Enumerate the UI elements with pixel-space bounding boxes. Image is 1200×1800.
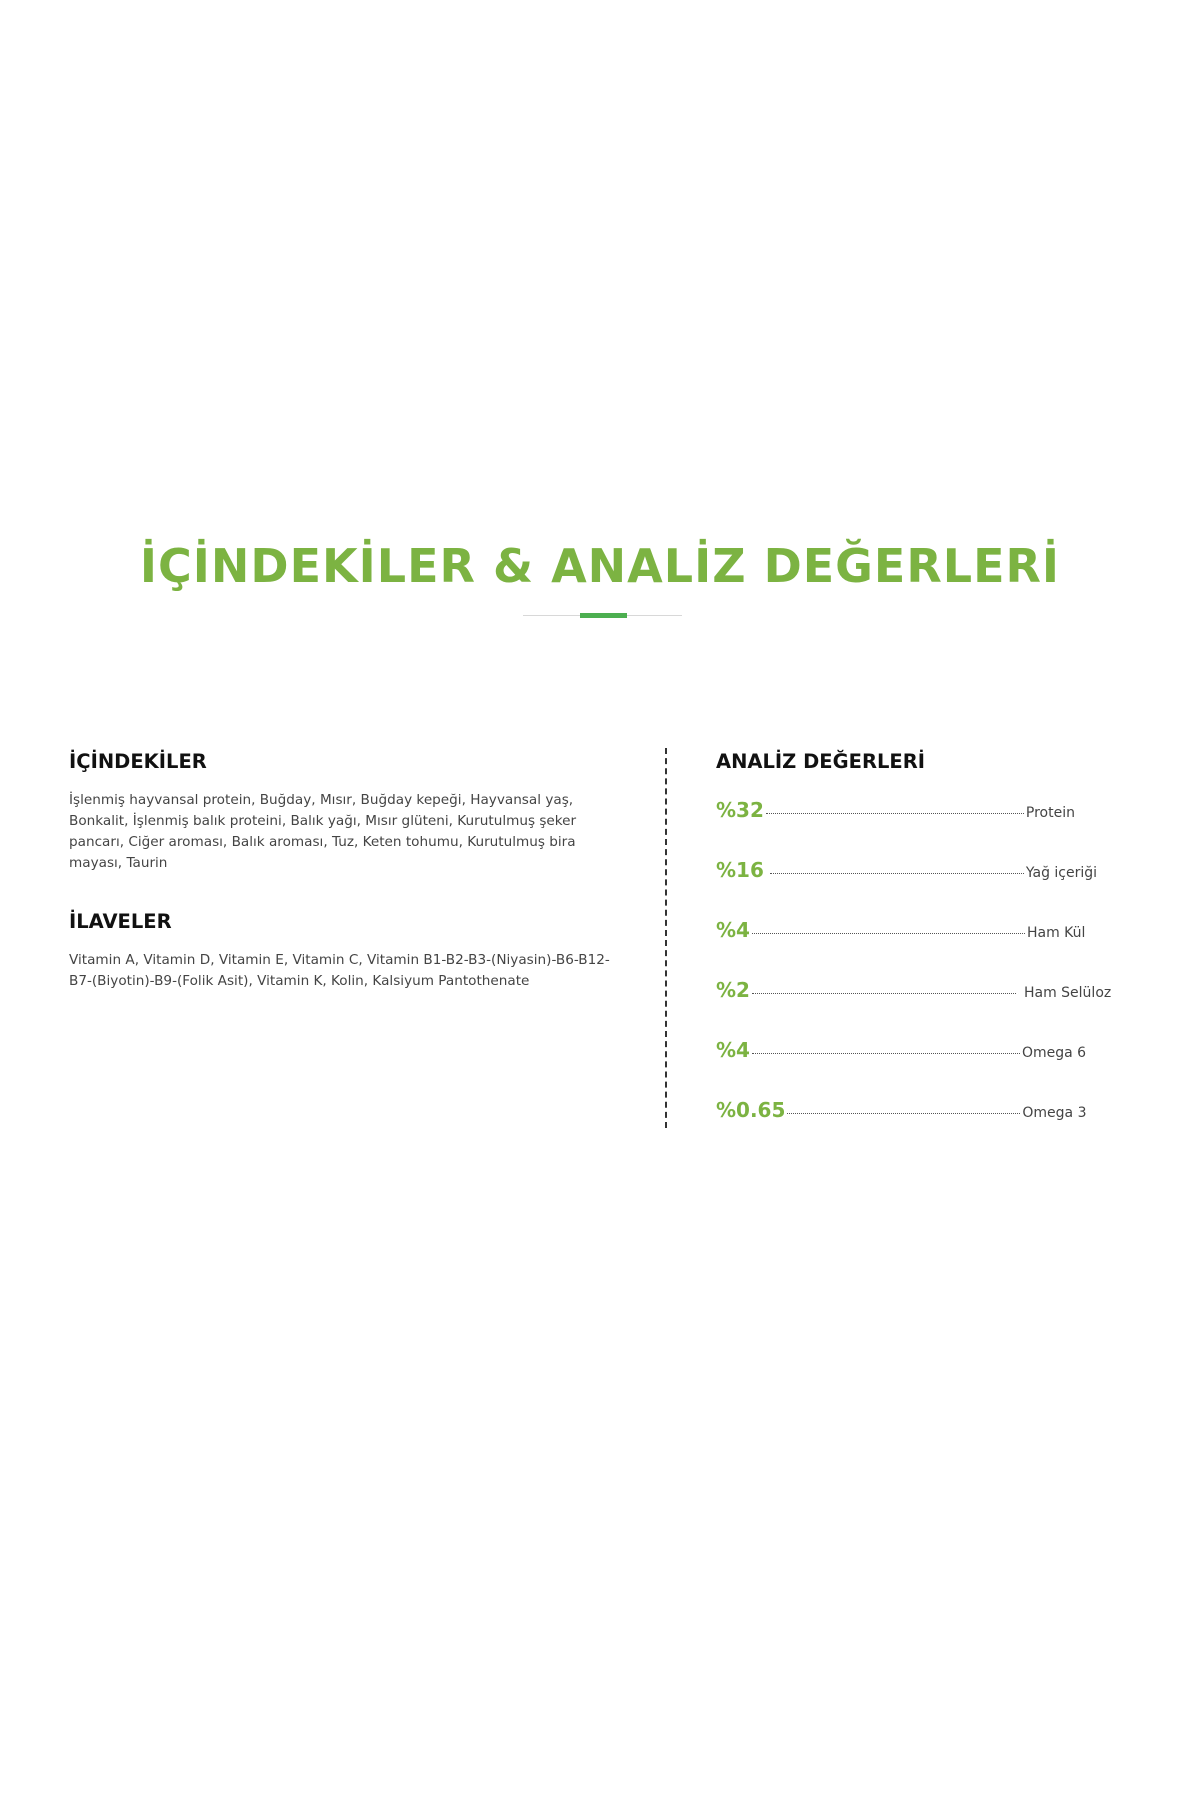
analysis-row <box>716 1038 1156 1098</box>
analysis-label: Omega 3 <box>1022 1105 1087 1121</box>
additives-text: Vitamin A, Vitamin D, Vitamin E, Vitamin C, Vitamin B1-B2-B3-(Niyasin)-B6-B12-B7-(Biyotin)-B9-(Folik Asit), Vitamin K, Kolin, Kalsiyum Pantothenate <box>69 952 610 989</box>
analysis-value: %0.65 <box>716 1098 786 1122</box>
analysis-label: Omega 6 <box>1021 1045 1087 1061</box>
dot-leader <box>766 813 1024 814</box>
title-accent-bar <box>580 613 627 618</box>
ingredients-text: İşlenmiş hayvansal protein, Buğday, Mısır, Buğday kepeği, Hayvansal yaş, Bonkalit, İşlenmiş balık proteini, Balık yağı, Mısır glüteni, Kurutulmuş şeker pancarı, Ciğer aroması, Balık aroması, Tuz, Keten tohumu, Kurutulmuş bira mayası, Taurin <box>69 792 577 871</box>
dot-leader <box>770 873 1024 874</box>
analysis-row <box>716 798 1156 858</box>
analysis-row <box>716 978 1156 1038</box>
analysis-label: Yağ içeriği <box>1025 865 1098 881</box>
dot-leader <box>787 1113 1020 1114</box>
additives-section <box>69 908 614 992</box>
ingredients-heading: İÇİNDEKİLER <box>69 750 207 773</box>
analysis-list <box>716 798 1156 1158</box>
analysis-value: %2 <box>716 978 750 1002</box>
dot-leader <box>752 933 1025 934</box>
analysis-row <box>716 858 1156 918</box>
additives-heading: İLAVELER <box>69 910 172 933</box>
column-divider <box>665 748 667 1128</box>
analysis-value: %4 <box>716 1038 750 1062</box>
page-title: İÇİNDEKİLER & ANALİZ DEĞERLERİ <box>139 539 1061 593</box>
analysis-row <box>716 1098 1156 1158</box>
left-column <box>69 748 614 992</box>
analysis-value: %16 <box>716 858 764 882</box>
ingredients-section <box>69 748 614 874</box>
analysis-label: Protein <box>1025 805 1075 821</box>
analysis-label: Ham Selüloz <box>1023 985 1112 1001</box>
analysis-row <box>716 918 1156 978</box>
analysis-value: %4 <box>716 918 750 942</box>
analysis-section <box>716 748 1156 1158</box>
analysis-value: %32 <box>716 798 764 822</box>
dot-leader <box>752 1053 1020 1054</box>
analysis-heading: ANALİZ DEĞERLERİ <box>716 750 925 773</box>
analysis-label: Ham Kül <box>1026 925 1086 941</box>
dot-leader <box>752 993 1016 994</box>
